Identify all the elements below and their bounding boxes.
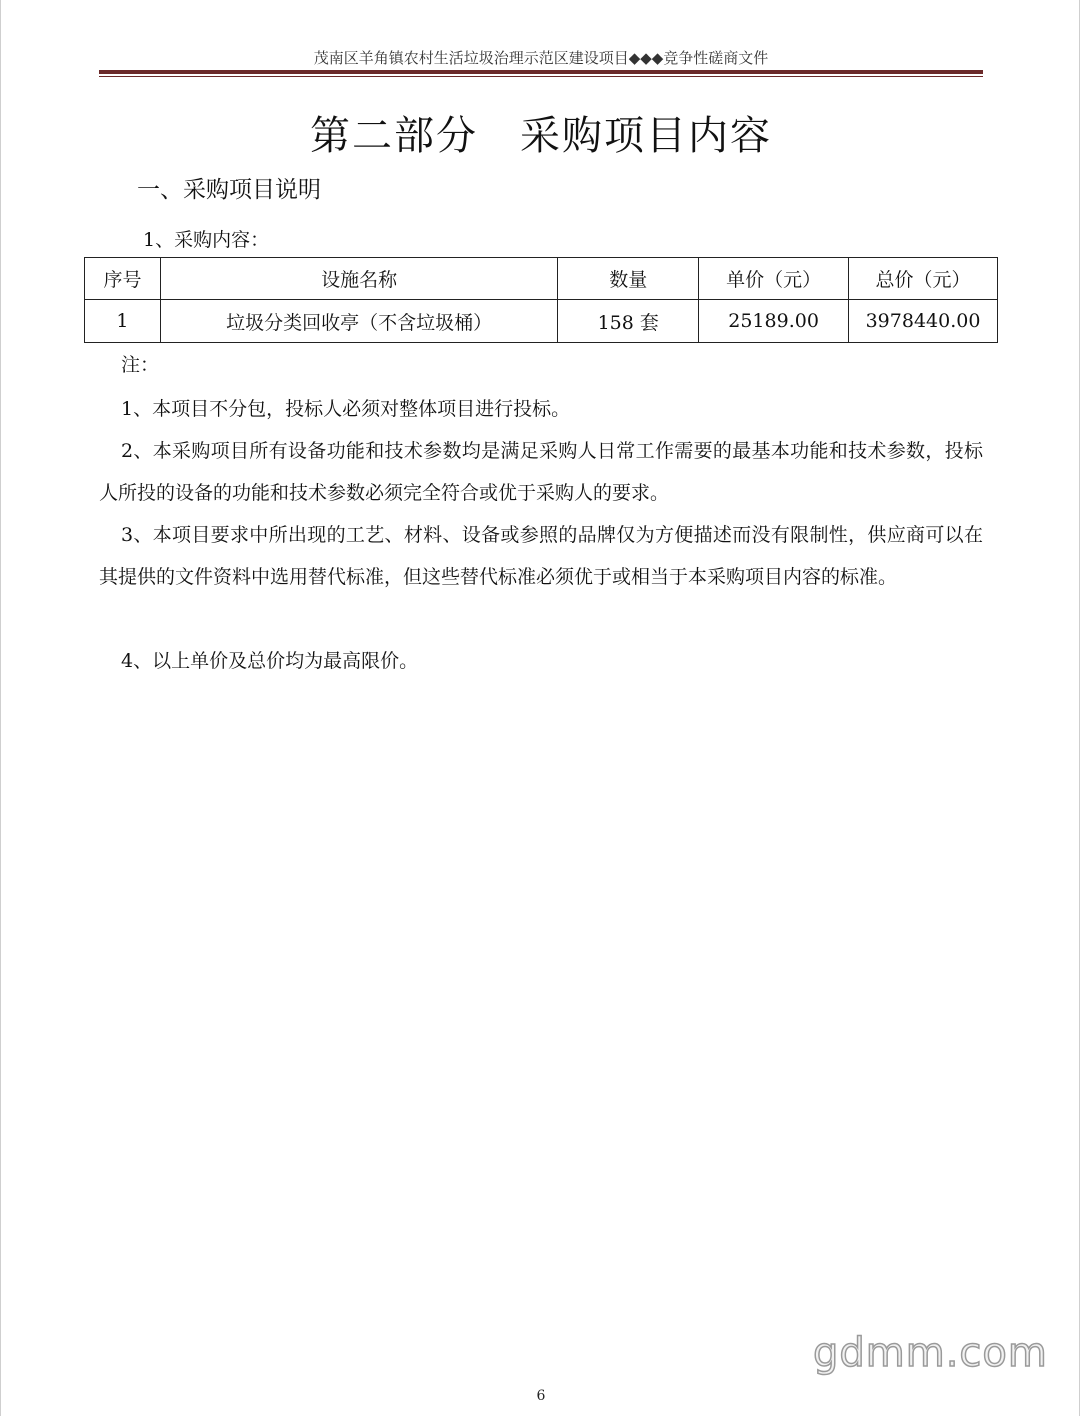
header-rule: [99, 70, 983, 74]
note-item-4: 4、以上单价及总价均为最高限价。: [121, 650, 419, 672]
page-title: 第二部分 采购项目内容: [310, 113, 772, 159]
header-cell-facility: 设施名称: [160, 258, 557, 300]
note-item-2: 2、本采购项目所有设备功能和技术参数均是满足采购人日常工作需要的最基本功能和技术参数，投标人所投的设备的功能和技术参数必须完全符合或优于采购人的要求。: [99, 440, 983, 504]
header-cell-total-price: 总价（元）: [849, 258, 998, 300]
page-number: 6: [536, 1388, 546, 1404]
notes-label: 注：: [121, 354, 160, 376]
cell-facility: 垃圾分类回收亭（不含垃圾桶）: [160, 300, 557, 343]
section-heading: 一、采购项目说明: [137, 177, 321, 203]
header-rule-thin: [99, 76, 983, 77]
cell-quantity: 158 套: [558, 300, 699, 343]
cell-total-price: 3978440.00: [849, 300, 998, 343]
note-item-1: 1、本项目不分包，投标人必须对整体项目进行投标。: [121, 398, 571, 420]
cell-unit-price: 25189.00: [699, 300, 849, 343]
table-header-row: [85, 258, 998, 300]
sub-heading: 1、采购内容：: [143, 229, 270, 251]
header-cell-quantity: 数量: [558, 258, 699, 300]
running-header: 茂南区羊角镇农村生活垃圾治理示范区建设项目◆◆◆竞争性磋商文件: [313, 49, 769, 67]
header-cell-unit-price: 单价（元）: [699, 258, 849, 300]
note-item-3: 3、本项目要求中所出现的工艺、材料、设备或参照的品牌仅为方便描述而没有限制性，供应商可以在其提供的文件资料中选用替代标准，但这些替代标准必须优于或相当于本采购项目内容的标准。: [99, 524, 983, 588]
procurement-table: [84, 257, 998, 343]
cell-index: 1: [85, 300, 161, 343]
table-row: [85, 300, 998, 343]
header-cell-index: 序号: [85, 258, 161, 300]
watermark-logo: gdmm.com: [813, 1330, 1048, 1376]
